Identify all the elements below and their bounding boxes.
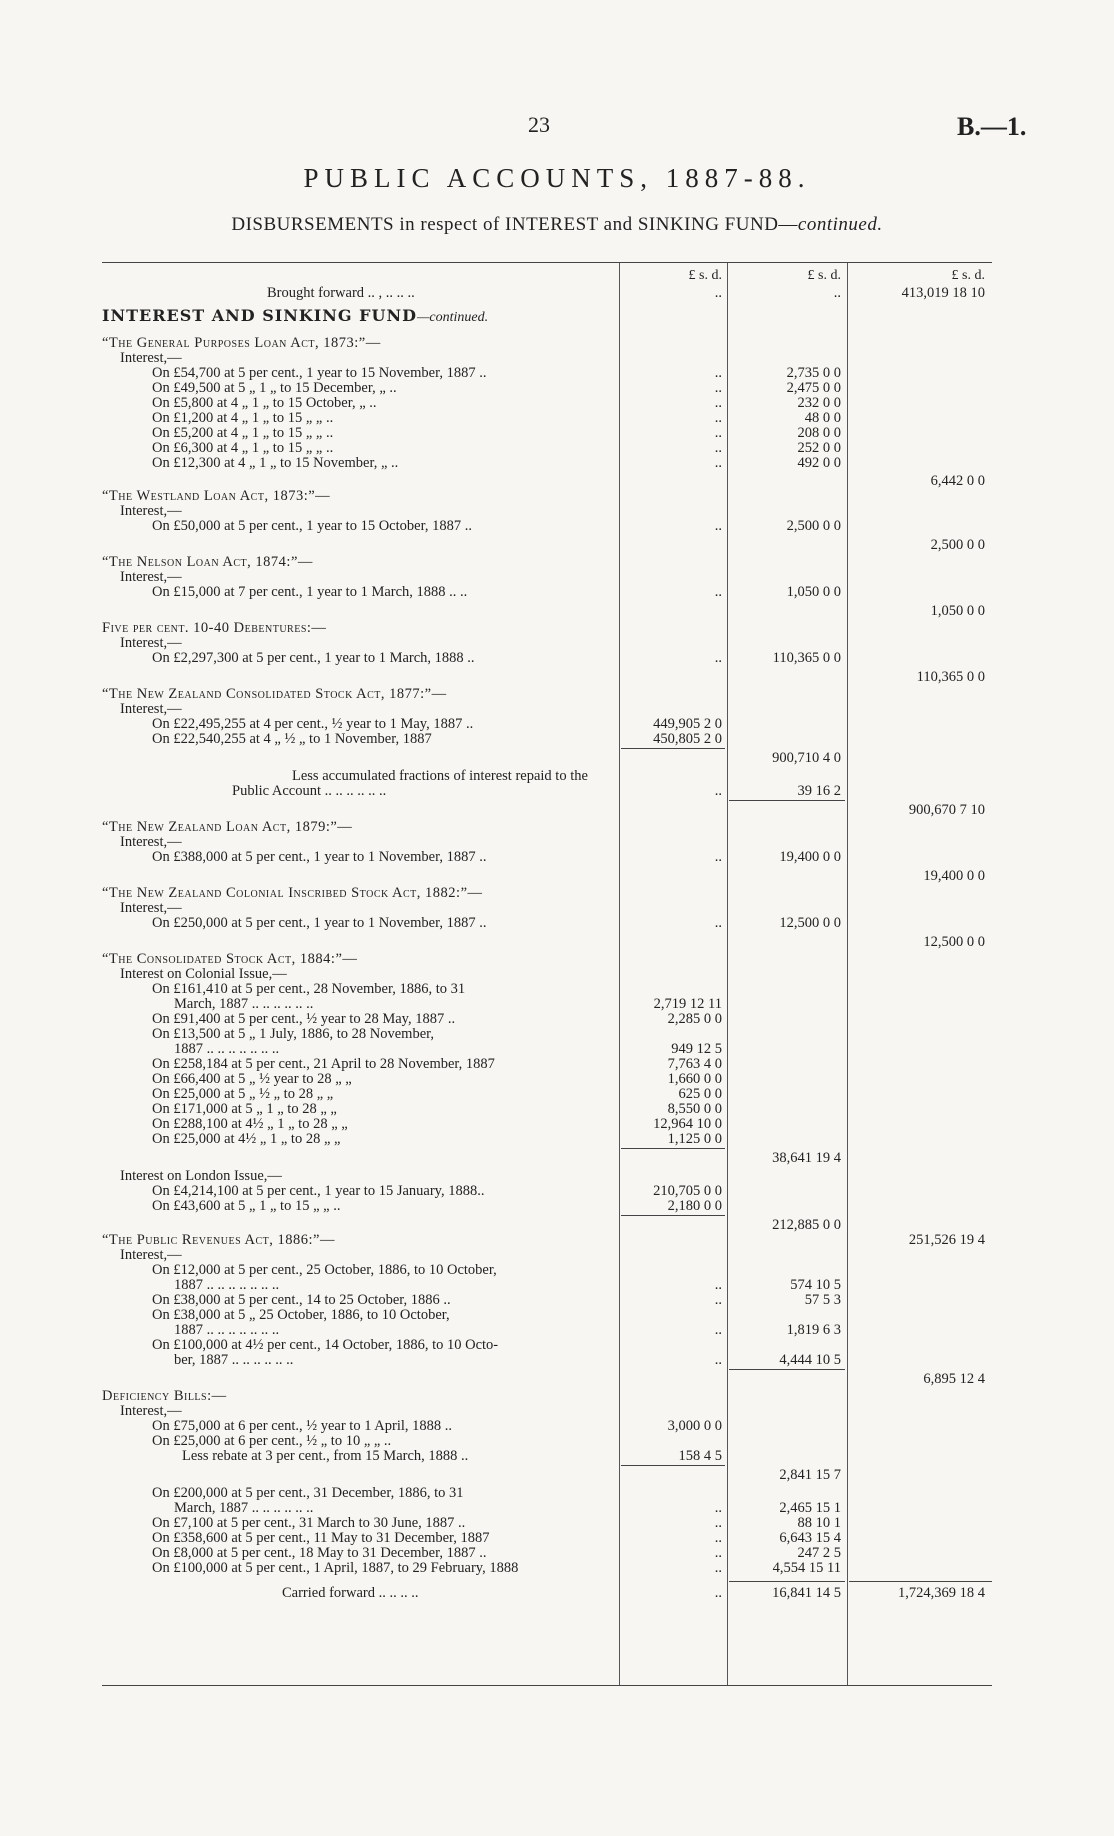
subtotal-rule — [729, 1581, 845, 1582]
row-text: On £4,214,100 at 5 per cent., 1 year to 15 January, 1888.. — [152, 1183, 485, 1199]
row-text: INTEREST AND SINKING FUND — [102, 307, 417, 325]
row-text: “The Nelson Loan Act, 1874:”— — [102, 554, 313, 570]
row-text: Interest,— — [120, 1247, 182, 1263]
table-row — [102, 307, 992, 324]
amount-c3: 12,500 0 0 — [923, 934, 985, 950]
table-row — [102, 915, 992, 932]
row-text: Interest,— — [120, 701, 182, 717]
amount-c2: 2,465 15 1 — [779, 1500, 841, 1516]
row-continued: —continued. — [416, 310, 489, 325]
row-text: Interest,— — [120, 503, 182, 519]
row-text: Carried forward .. .. .. .. — [282, 1585, 419, 1601]
amount-c1: 1,660 0 0 — [667, 1071, 722, 1087]
row-text: On £5,200 at 4 „ 1 „ to 15 „ „ .. — [152, 425, 334, 441]
amount-c1: .. — [714, 1322, 722, 1338]
row-text: Deficiency Bills:— — [102, 1388, 227, 1404]
row-text: On £91,400 at 5 per cent., ½ year to 28 May, 1887 .. — [152, 1011, 456, 1027]
row-text: ber, 1887 .. .. .. .. .. .. — [174, 1352, 294, 1368]
row-text: “The General Purposes Loan Act, 1873:”— — [102, 335, 381, 351]
row-description — [102, 518, 667, 535]
subtotal-rule — [621, 748, 725, 749]
table-row — [102, 1352, 992, 1369]
table-row — [102, 1448, 992, 1465]
row-text: Brought forward .. , .. .. .. — [267, 285, 415, 301]
row-text: On £288,100 at 4½ „ 1 „ to 28 „ „ — [152, 1116, 348, 1132]
amount-c2: 1,050 0 0 — [786, 584, 841, 600]
amount-c2: 88 10 1 — [797, 1515, 841, 1531]
amount-c1: .. — [714, 783, 722, 799]
subtotal-rule — [729, 800, 845, 801]
amount-c3: 110,365 0 0 — [916, 669, 985, 685]
row-text: On £100,000 at 4½ per cent., 14 October, 1886, to 10 Octo- — [152, 1337, 499, 1353]
table-row — [102, 1560, 992, 1577]
table-row — [102, 731, 992, 748]
row-text: On £25,000 at 5 „ ½ „ to 28 „ „ — [152, 1086, 334, 1102]
row-text: On £66,400 at 5 „ ½ year to 28 „ „ — [152, 1071, 352, 1087]
row-text: Interest,— — [120, 569, 182, 585]
amount-c1: .. — [714, 584, 722, 600]
row-description — [102, 584, 667, 601]
amount-c1: .. — [714, 1545, 722, 1561]
row-text: On £1,200 at 4 „ 1 „ to 15 „ „ .. — [152, 410, 334, 426]
row-description — [102, 307, 617, 326]
table-row — [102, 285, 992, 302]
row-text: On £388,000 at 5 per cent., 1 year to 1 November, 1887 .. — [152, 849, 487, 865]
amount-c2: 4,444 10 5 — [779, 1352, 841, 1368]
amount-c3: 1,050 0 0 — [930, 603, 985, 619]
row-text: “The New Zealand Colonial Inscribed Stock Act, 1882:”— — [102, 885, 483, 901]
row-text: On £22,540,255 at 4 „ ½ „ to 1 November, 1887 — [152, 731, 432, 747]
row-text: Interest,— — [120, 635, 182, 651]
row-text: “The New Zealand Consolidated Stock Act, 1877:”— — [102, 686, 447, 702]
amount-c2: 2,735 0 0 — [786, 365, 841, 381]
amount-c2: 1,819 6 3 — [786, 1322, 841, 1338]
amount-c1: 210,705 0 0 — [653, 1183, 722, 1199]
amount-c2: 39 16 2 — [797, 783, 841, 799]
row-description — [102, 849, 667, 866]
row-text: Five per cent. 10-40 Debentures:— — [102, 620, 327, 636]
row-text: On £75,000 at 6 per cent., ½ year to 1 April, 1888 .. — [152, 1418, 453, 1434]
row-text: On £54,700 at 5 per cent., 1 year to 15 November, 1887 .. — [152, 365, 487, 381]
row-description — [102, 1448, 697, 1465]
row-text: On £171,000 at 5 „ 1 „ to 28 „ „ — [152, 1101, 337, 1117]
row-text: On £49,500 at 5 „ 1 „ to 15 December, „ .. — [152, 380, 397, 396]
subtitle-main: DISBURSEMENTS in respect of INTEREST and SINKING FUND— — [231, 214, 798, 235]
amount-c1: .. — [714, 380, 722, 396]
amount-c3: 6,442 0 0 — [930, 473, 985, 489]
amount-c1: 7,763 4 0 — [667, 1056, 722, 1072]
amount-c1: .. — [714, 1277, 722, 1293]
amount-c1: 949 12 5 — [671, 1041, 722, 1057]
column-header-row — [102, 267, 992, 284]
page-title: PUBLIC ACCOUNTS, 1887-88. — [303, 163, 811, 193]
page-subtitle — [0, 214, 1114, 236]
row-description — [102, 1198, 667, 1215]
row-text: Interest,— — [120, 350, 182, 366]
amount-c1: .. — [714, 650, 722, 666]
amount-c3: 2,500 0 0 — [930, 537, 985, 553]
amount-c2: 232 0 0 — [797, 395, 841, 411]
accounts-table — [102, 262, 992, 1686]
row-text: On £50,000 at 5 per cent., 1 year to 15 October, 1887 .. — [152, 518, 472, 534]
amount-c1: 625 0 0 — [678, 1086, 722, 1102]
amount-c1: .. — [714, 455, 722, 471]
row-text: “The New Zealand Loan Act, 1879:”— — [102, 819, 353, 835]
row-text: Interest,— — [120, 900, 182, 916]
amount-c2: 16,841 14 5 — [772, 1585, 841, 1601]
table-row — [102, 783, 992, 800]
amount-c2: 2,475 0 0 — [786, 380, 841, 396]
row-text: On £161,410 at 5 per cent., 28 November, 1886, to 31 — [152, 981, 466, 997]
total-rule — [849, 1581, 992, 1582]
amount-c1: .. — [714, 395, 722, 411]
amount-c2: 57 5 3 — [804, 1292, 841, 1308]
amount-c2: 2,500 0 0 — [786, 518, 841, 534]
amount-c2: 38,641 19 4 — [772, 1150, 841, 1166]
amount-c2: 6,643 15 4 — [779, 1530, 841, 1546]
amount-c1: 12,964 10 0 — [653, 1116, 722, 1132]
row-text: 1887 .. .. .. .. .. .. .. — [174, 1322, 280, 1338]
subtotal-rule — [621, 1465, 725, 1466]
amount-c1: .. — [714, 1352, 722, 1368]
table-row — [102, 1467, 992, 1484]
row-text: On £38,000 at 5 per cent., 14 to 25 October, 1886 .. — [152, 1292, 451, 1308]
row-description — [102, 455, 667, 472]
table-row — [102, 650, 992, 667]
amount-c1: 3,000 0 0 — [667, 1418, 722, 1434]
row-text: On £13,500 at 5 „ 1 July, 1886, to 28 November, — [152, 1026, 434, 1042]
row-text: Interest on Colonial Issue,— — [120, 966, 287, 982]
row-text: Public Account .. .. .. .. .. .. — [232, 783, 387, 799]
row-text: “The Westland Loan Act, 1873:”— — [102, 488, 331, 504]
amount-c2: 574 10 5 — [790, 1277, 841, 1293]
table-row — [102, 518, 992, 535]
amount-c2: 48 0 0 — [804, 410, 841, 426]
table-row — [102, 584, 992, 601]
row-text: 1887 .. .. .. .. .. .. .. — [174, 1041, 280, 1057]
subtitle-continued: continued. — [797, 214, 883, 235]
row-description — [102, 1352, 689, 1369]
amount-c1: .. — [714, 365, 722, 381]
subtotal-rule — [729, 1369, 845, 1370]
row-text: On £7,100 at 5 per cent., 31 March to 30 June, 1887 .. — [152, 1515, 466, 1531]
row-text: On £15,000 at 7 per cent., 1 year to 1 March, 1888 .. .. — [152, 584, 468, 600]
amount-c1: 1,125 0 0 — [667, 1131, 722, 1147]
amount-c1: .. — [714, 1530, 722, 1546]
amount-c1: .. — [714, 285, 722, 301]
row-text: March, 1887 .. .. .. .. .. .. — [174, 996, 314, 1012]
row-text: Interest,— — [120, 834, 182, 850]
amount-c1: 450,805 2 0 — [653, 731, 722, 747]
amount-c1: 2,180 0 0 — [667, 1198, 722, 1214]
row-text: On £2,297,300 at 5 per cent., 1 year to 1 March, 1888 .. — [152, 650, 475, 666]
amount-c2: 19,400 0 0 — [779, 849, 841, 865]
subtotal-rule — [621, 1148, 725, 1149]
amount-c1: 8,550 0 0 — [667, 1101, 722, 1117]
amount-c3: 19,400 0 0 — [923, 868, 985, 884]
table-row — [102, 1371, 992, 1388]
row-text: Less accumulated fractions of interest repaid to the — [292, 768, 588, 784]
subtotal-rule — [621, 1215, 725, 1216]
amount-c3: 1,724,369 18 4 — [898, 1585, 985, 1601]
row-text: On £258,184 at 5 per cent., 21 April to 28 November, 1887 — [152, 1056, 495, 1072]
table-row — [102, 669, 992, 686]
amount-c1: .. — [714, 518, 722, 534]
amount-c1: .. — [714, 1585, 722, 1601]
column-header-2: £ s. d. — [807, 268, 841, 283]
amount-c1: .. — [714, 1515, 722, 1531]
row-text: Interest,— — [120, 1403, 182, 1419]
amount-c3: 6,895 12 4 — [923, 1371, 985, 1387]
row-text: On £22,495,255 at 4 per cent., ½ year to 1 May, 1887 .. — [152, 716, 474, 732]
row-text: On £12,300 at 4 „ 1 „ to 15 November, „ .. — [152, 455, 399, 471]
row-text: On £358,600 at 5 per cent., 11 May to 31 December, 1887 — [152, 1530, 490, 1546]
table-row — [102, 750, 992, 767]
amount-c1: 2,285 0 0 — [667, 1011, 722, 1027]
amount-c2: 208 0 0 — [797, 425, 841, 441]
row-description — [102, 650, 667, 667]
table-row — [102, 603, 992, 620]
amount-c2: 247 2 5 — [797, 1545, 841, 1561]
amount-c2: 2,841 15 7 — [779, 1467, 841, 1483]
table-row — [102, 1131, 992, 1148]
document-reference: B.—1. — [957, 112, 1027, 141]
amount-c2: 900,710 4 0 — [772, 750, 841, 766]
amount-c2: 110,365 0 0 — [772, 650, 841, 666]
row-text: Interest on London Issue,— — [120, 1168, 282, 1184]
row-text: On £100,000 at 5 per cent., 1 April, 1887, to 29 February, 1888 — [152, 1560, 519, 1576]
row-text: 1887 .. .. .. .. .. .. .. — [174, 1277, 280, 1293]
table-row — [102, 934, 992, 951]
row-text: On £5,800 at 4 „ 1 „ to 15 October, „ .. — [152, 395, 377, 411]
column-header-3: £ s. d. — [951, 268, 985, 283]
amount-c2: 212,885 0 0 — [772, 1217, 841, 1233]
amount-c2: 252 0 0 — [797, 440, 841, 456]
row-text: On £25,000 at 4½ „ 1 „ to 28 „ „ — [152, 1131, 341, 1147]
row-description — [102, 1560, 667, 1577]
amount-c1: .. — [714, 440, 722, 456]
row-text: On £38,000 at 5 „ 25 October, 1886, to 10 October, — [152, 1307, 450, 1323]
amount-c3: 413,019 18 10 — [901, 285, 985, 301]
row-description — [102, 1131, 667, 1148]
amount-c1: .. — [714, 425, 722, 441]
row-text: On £43,600 at 5 „ 1 „ to 15 „ „ .. — [152, 1198, 341, 1214]
row-text: “The Consolidated Stock Act, 1884:”— — [102, 951, 358, 967]
table-row — [102, 1198, 992, 1215]
amount-c1: .. — [714, 915, 722, 931]
amount-c3: 251,526 19 4 — [908, 1232, 985, 1248]
table-row — [102, 1150, 992, 1167]
amount-c1: .. — [714, 849, 722, 865]
table-row — [102, 1585, 992, 1602]
table-row — [102, 537, 992, 554]
row-text: On £200,000 at 5 per cent., 31 December, 1886, to 31 — [152, 1485, 464, 1501]
amount-c2: 4,554 15 11 — [772, 1560, 841, 1576]
table-row — [102, 455, 992, 472]
row-description — [102, 915, 667, 932]
amount-c1: .. — [714, 1560, 722, 1576]
amount-c2: 12,500 0 0 — [779, 915, 841, 931]
amount-c2: 492 0 0 — [797, 455, 841, 471]
amount-c1: .. — [714, 410, 722, 426]
row-text: Less rebate at 3 per cent., from 15 March, 1888 .. — [182, 1448, 469, 1464]
table-row — [102, 802, 992, 819]
row-text: On £250,000 at 5 per cent., 1 year to 1 November, 1887 .. — [152, 915, 487, 931]
amount-c1: .. — [714, 1500, 722, 1516]
table-row — [102, 868, 992, 885]
row-text: On £8,000 at 5 per cent., 18 May to 31 December, 1887 .. — [152, 1545, 487, 1561]
row-text: On £25,000 at 6 per cent., ½ „ to 10 „ „ .. — [152, 1433, 392, 1449]
amount-c3: 900,670 7 10 — [908, 802, 985, 818]
row-text: “The Public Revenues Act, 1886:”— — [102, 1232, 335, 1248]
page-number: 23 — [528, 112, 550, 137]
row-text: March, 1887 .. .. .. .. .. .. — [174, 1500, 314, 1516]
amount-c1: 449,905 2 0 — [653, 716, 722, 732]
row-text: On £6,300 at 4 „ 1 „ to 15 „ „ .. — [152, 440, 334, 456]
amount-c1: .. — [714, 1292, 722, 1308]
row-description — [102, 731, 667, 748]
row-text: On £12,000 at 5 per cent., 25 October, 1886, to 10 October, — [152, 1262, 497, 1278]
amount-c2: .. — [833, 285, 841, 301]
table-row — [102, 849, 992, 866]
column-header-1: £ s. d. — [688, 268, 722, 283]
amount-c1: 158 4 5 — [678, 1448, 722, 1464]
amount-c1: 2,719 12 11 — [653, 996, 722, 1012]
